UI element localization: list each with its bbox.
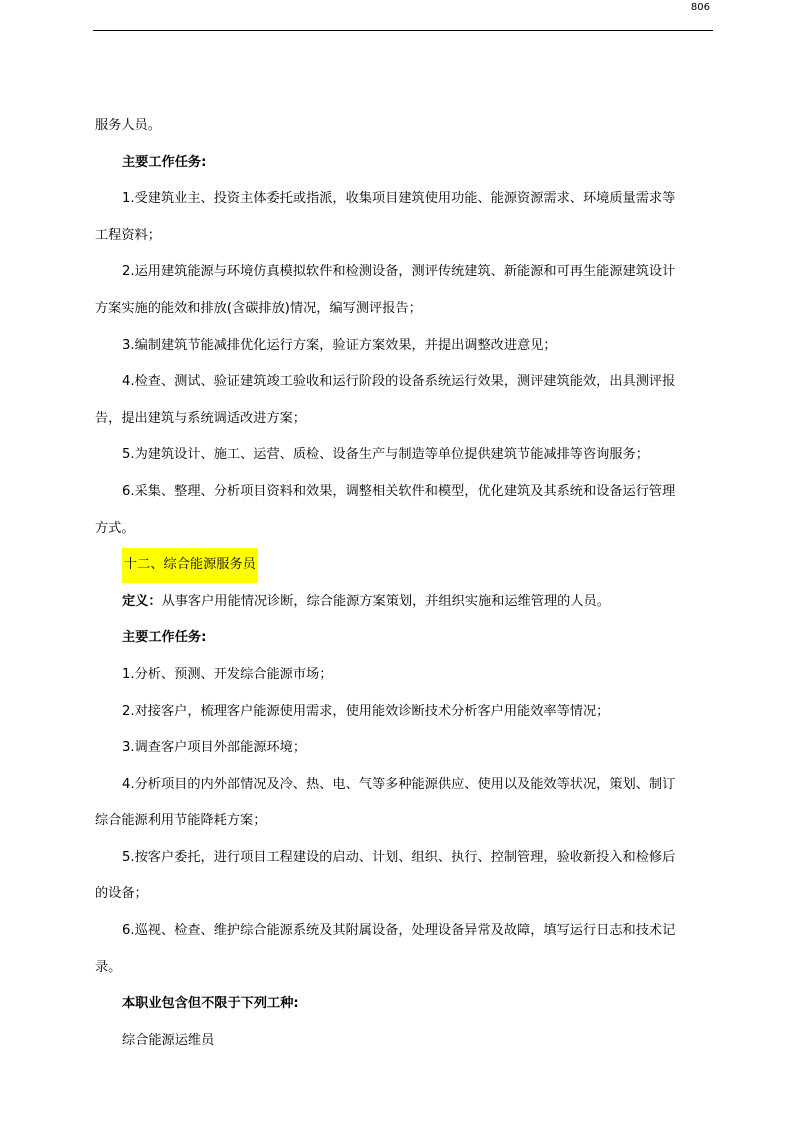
definition-line [95, 584, 715, 621]
line-text: 4.检查、测试、验证建筑竣工验收和运行阶段的设备系统运行效果，测评建筑能效，出具测评报 [122, 374, 676, 390]
task-item-continuation [95, 876, 715, 913]
line-text: 5.为建筑设计、施工、运营、质检、设备生产与制造等单位提供建筑节能减排等咨询服务； [122, 447, 649, 463]
line-text: 告，提出建筑与系统调适改进方案； [95, 410, 306, 426]
line-text: 2.对接客户，梳理客户能源使用需求，使用能效诊断技术分析客户用能效率等情况； [122, 703, 610, 719]
task-item [95, 840, 715, 877]
task-item [95, 657, 715, 694]
task-item [95, 328, 715, 365]
heading-text: 主要工作任务: [122, 630, 207, 646]
line-text: 3.调查客户项目外部能源环境； [122, 740, 307, 756]
line-text: 1.受建筑业主、投资主体委托或指派，收集项目建筑使用功能、能源资源需求、环境质量需求等 [122, 191, 676, 207]
text-line [95, 108, 715, 145]
task-item-continuation [95, 511, 715, 548]
task-item [95, 437, 715, 474]
heading-text: 主要工作任务: [122, 154, 207, 170]
definition-label: 定义： [122, 593, 162, 609]
line-text: 录。 [95, 959, 122, 975]
line-text: 1.分析、预测、开发综合能源市场； [122, 666, 333, 682]
occupation-heading [95, 547, 715, 584]
header-rule [93, 30, 713, 31]
task-item [95, 364, 715, 401]
line-text: 3.编制建筑节能减排优化运行方案，验证方案效果，并提出调整改进意见； [122, 337, 557, 353]
task-item [95, 694, 715, 731]
task-item [95, 767, 715, 804]
line-text: 5.按客户委托，进行项目工程建设的启动、计划、组织、执行、控制管理，验收新投入和检修后 [122, 849, 676, 865]
task-item [95, 913, 715, 950]
task-item [95, 474, 715, 511]
task-item-continuation [95, 950, 715, 987]
task-item [95, 254, 715, 291]
definition-text: 从事客户用能情况诊断，综合能源方案策划，并组织实施和运维管理的人员。 [161, 593, 610, 609]
highlighted-heading-text: 十二、综合能源服务员 [122, 548, 258, 583]
line-text: 6.采集、整理、分析项目资料和效果，调整相关软件和模型，优化建筑及其系统和设备运行管理 [122, 483, 676, 499]
line-text: 4.分析项目的内外部情况及冷、热、电、气等多种能源供应、使用以及能效等状况，策划、制订 [122, 776, 676, 792]
task-item-continuation [95, 218, 715, 255]
task-item [95, 181, 715, 218]
line-text: 综合能源利用节能降耗方案； [95, 813, 267, 829]
document-body [95, 108, 715, 1059]
line-text: 工程资料； [95, 227, 161, 243]
line-text: 2.运用建筑能源与环境仿真模拟软件和检测设备，测评传统建筑、新能源和可再生能源建筑设计 [122, 264, 676, 280]
section-heading [95, 620, 715, 657]
page-number: 806 [690, 2, 710, 13]
line-text: 方案实施的能效和排放(含碳排放)情况，编写测评报告； [95, 300, 422, 316]
task-item-continuation [95, 291, 715, 328]
section-heading [95, 145, 715, 182]
task-item-continuation [95, 803, 715, 840]
job-type-item [95, 1023, 715, 1060]
line-text: 综合能源运维员 [122, 1032, 215, 1048]
section-heading [95, 986, 715, 1023]
line-text: 的设备； [95, 886, 148, 902]
line-text: 服务人员。 [95, 118, 161, 133]
task-item [95, 730, 715, 767]
line-text: 6.巡视、检查、维护综合能源系统及其附属设备，处理设备异常及故障，填写运行日志和技术记 [122, 923, 676, 939]
task-item-continuation [95, 401, 715, 438]
heading-text: 本职业包含但不限于下列工种: [122, 996, 299, 1012]
line-text: 方式。 [95, 520, 135, 536]
